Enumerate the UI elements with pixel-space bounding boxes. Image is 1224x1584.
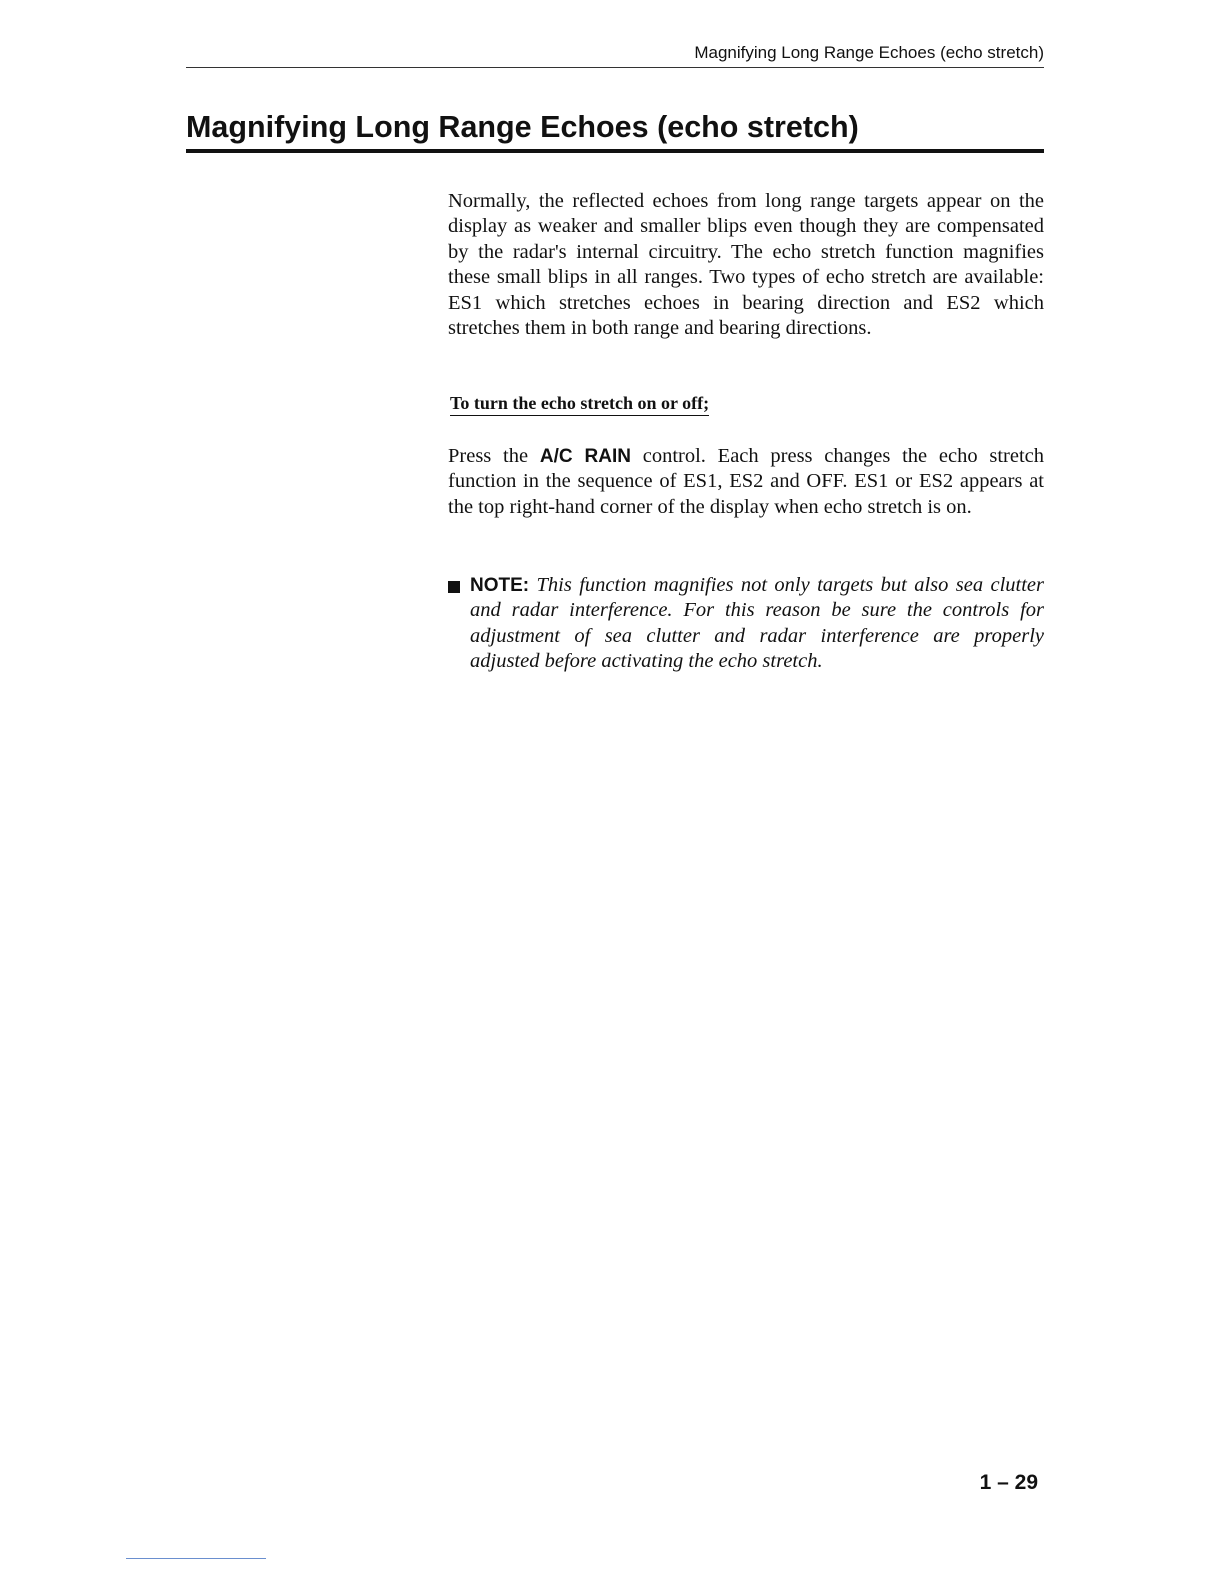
page-number: 1 – 29 (979, 1471, 1038, 1494)
procedure-heading: To turn the echo stretch on or off; (450, 393, 709, 416)
intro-paragraph: Normally, the reflected echoes from long range targets appear on the display as weaker and smaller blips even though they are compensated by the radar's internal circuitry. The echo stretch function magnifies these small blips in all ranges. Two types of echo stretch are available: ES1 which stretches echoes in bearing direction and ES2 which stretches them in both range and bearing directions. (448, 190, 1044, 340)
square-bullet-icon (448, 581, 460, 593)
procedure-lead: Press the (448, 445, 529, 467)
note-block (448, 573, 1044, 675)
control-name: A/C RAIN (539, 446, 631, 467)
running-header (186, 41, 1044, 68)
running-header-text: Magnifying Long Range Echoes (echo stretch) (694, 43, 1044, 62)
note-text: This function magnifies not only targets but also sea clutter and radar interference. For this reason be sure the controls for adjustment of sea clutter and radar interference are properly adjusted before activating the echo stretch. (470, 574, 1044, 673)
note-body (470, 573, 1044, 675)
procedure-paragraph (448, 444, 1044, 520)
note-label: NOTE: (470, 575, 530, 596)
scan-artifact-line (126, 1558, 266, 1559)
procedure-rest: control. Each press changes the echo stretch function in the sequence of ES1, ES2 and OFF. ES1 or ES2 appears at the top right-hand corner of the display when echo stretch is on. (448, 445, 1045, 518)
page-title: Magnifying Long Range Echoes (echo stretch) (186, 110, 1044, 153)
